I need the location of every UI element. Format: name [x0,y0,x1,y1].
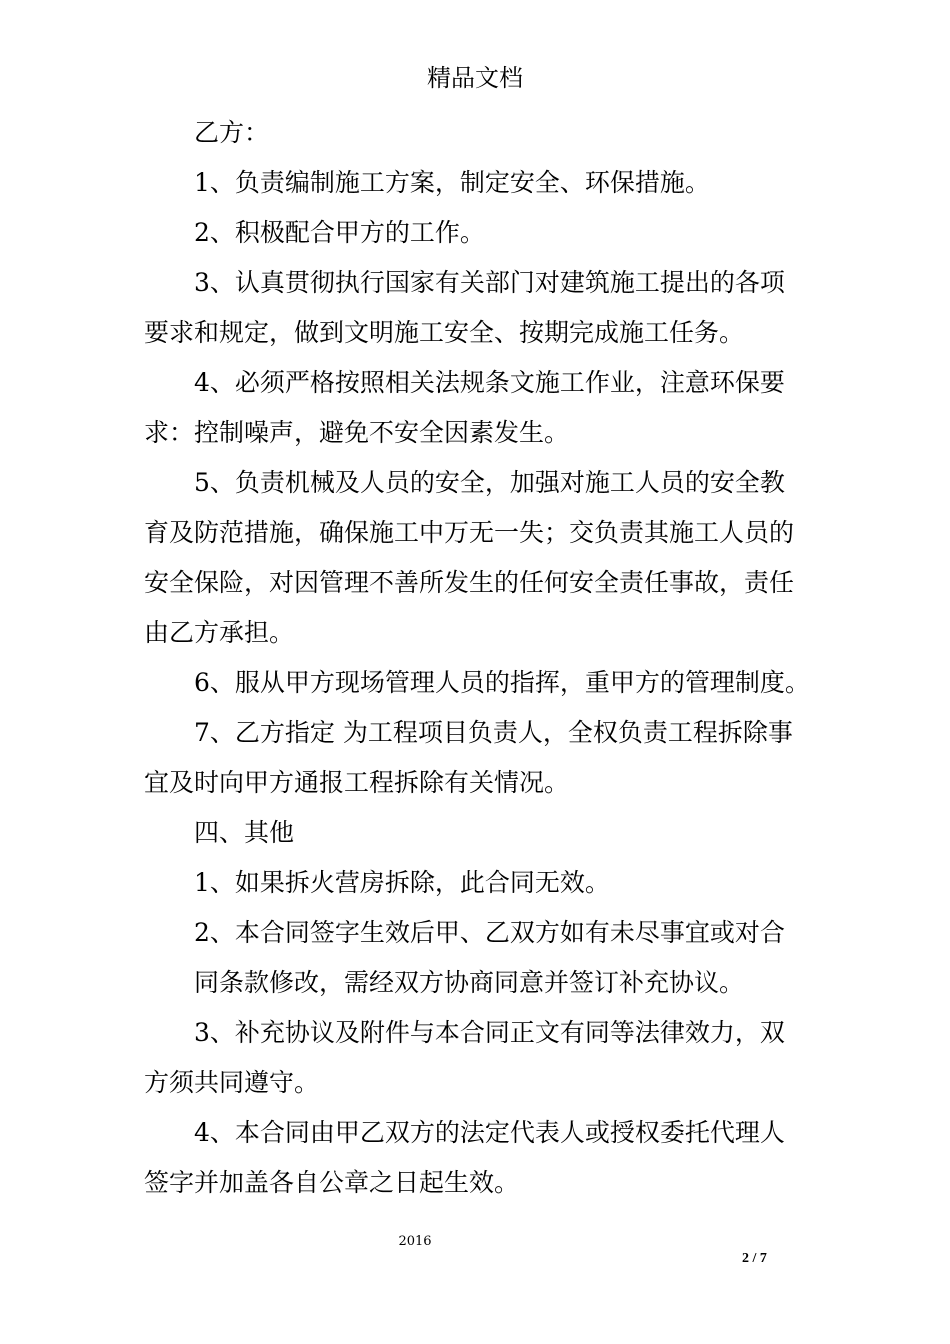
body-line: 乙方： [194,118,270,147]
body-line: 签字并加盖各自公章之日起生效。 [144,1168,520,1197]
body-line: 2、本合同签字生效后甲、乙双方如有未尽事宜或对合 [194,918,785,947]
section-heading: 四、其他 [194,818,295,847]
body-line: 6、服从甲方现场管理人员的指挥，重甲方的管理制度。 [194,668,810,697]
body-line: 育及防范措施，确保施工中万无一失；交负责其施工人员的 [144,518,795,547]
body-line: 1、负责编制施工方案，制定安全、环保措施。 [194,168,710,197]
body-line: 5、负责机械及人员的安全，加强对施工人员的安全教 [194,468,785,497]
page-number: 2 / 7 [742,1251,767,1266]
body-line: 4、必须严格按照相关法规条文施工作业，注意环保要 [194,368,785,397]
body-line: 方须共同遵守。 [144,1068,320,1097]
body-line: 4、本合同由甲乙双方的法定代表人或授权委托代理人 [194,1118,785,1147]
body-line: 同条款修改，需经双方协商同意并签订补充协议。 [194,968,745,997]
body-line: 1、如果拆火营房拆除，此合同无效。 [194,868,610,897]
body-line: 7、乙方指定 为工程项目负责人，全权负责工程拆除事 [194,718,793,747]
body-line: 2、积极配合甲方的工作。 [194,218,485,247]
body-line: 安全保险，对因管理不善所发生的任何安全责任事故，责任 [144,568,795,597]
footer-year: 2016 [398,1234,432,1249]
body-line: 3、认真贯彻执行国家有关部门对建筑施工提出的各项 [194,268,785,297]
body-line: 要求和规定，做到文明施工安全、按期完成施工任务。 [144,318,745,347]
body-line: 由乙方承担。 [144,618,295,647]
body-line: 3、补充协议及附件与本合同正文有同等法律效力，双 [194,1018,785,1047]
document-header-title: 精品文档 [427,64,523,92]
body-line: 宜及时向甲方通报工程拆除有关情况。 [144,768,570,797]
body-line: 求：控制噪声，避免不安全因素发生。 [144,418,570,447]
